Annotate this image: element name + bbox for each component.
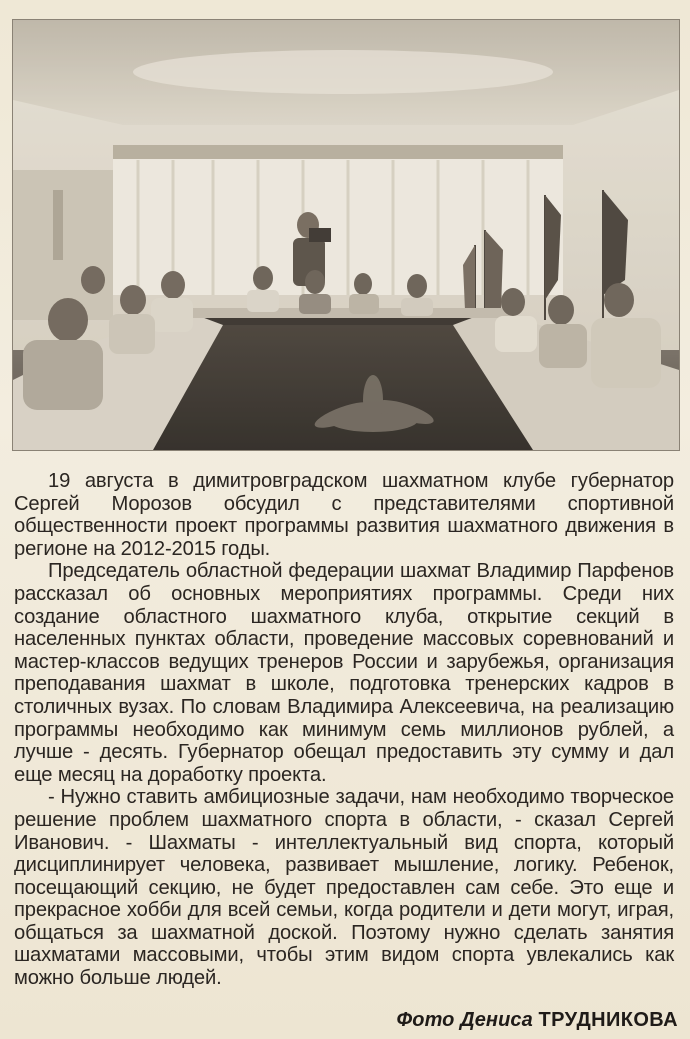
article-paragraph: 19 августа в димитровградском шахматном клубе губернатор Сергей Морозов обсудил с представителями спортивной общественности проект программы развития шахматного движения в регионе на 2012-2015 годы. bbox=[14, 470, 674, 560]
photo-credit-prefix: Фото Дениса bbox=[396, 1009, 533, 1031]
photo-credit bbox=[397, 1009, 678, 1032]
article-body bbox=[14, 470, 674, 990]
photo-credit-surname: ТРУДНИКОВА bbox=[538, 1009, 678, 1031]
article-paragraph: - Нужно ставить амбициозные задачи, нам необходимо творческое решение проблем шахматного спорта в области, - сказал Сергей Иванович. - Шахматы - интеллектуальный вид спорта, который дисциплинирует человека, развивает мышление, логику. Ребенок, посещающий секцию, не будет предоставлен сам себе. Это еще и прекрасное хобби для всей семьи, когда родители и дети могут, играя, общаться за шахматной доской. Поэтому нужно сделать занятия шахматами массовыми, чтобы этим видом спорта увлекались как можно больше людей. bbox=[14, 786, 674, 990]
meeting-photo bbox=[12, 19, 680, 451]
article-paragraph: Председатель областной федерации шахмат Владимир Парфенов рассказал об основных мероприятиях программы. Среди них создание областного шахматного клуба, открытие секций в населенных пунктах области, проведение массовых соревнований и мастер-классов ведущих тренеров России и зарубежья, организация преподавания шахмат в школе, подготовка тренерских кадров в столичных вузах. По словам Владимира Алексеевича, на реализацию программы необходимо как минимум семь миллионов рублей, а лучше - десять. Губернатор обещал предоставить эту сумму и дал еще месяц на доработку проекта. bbox=[14, 560, 674, 786]
